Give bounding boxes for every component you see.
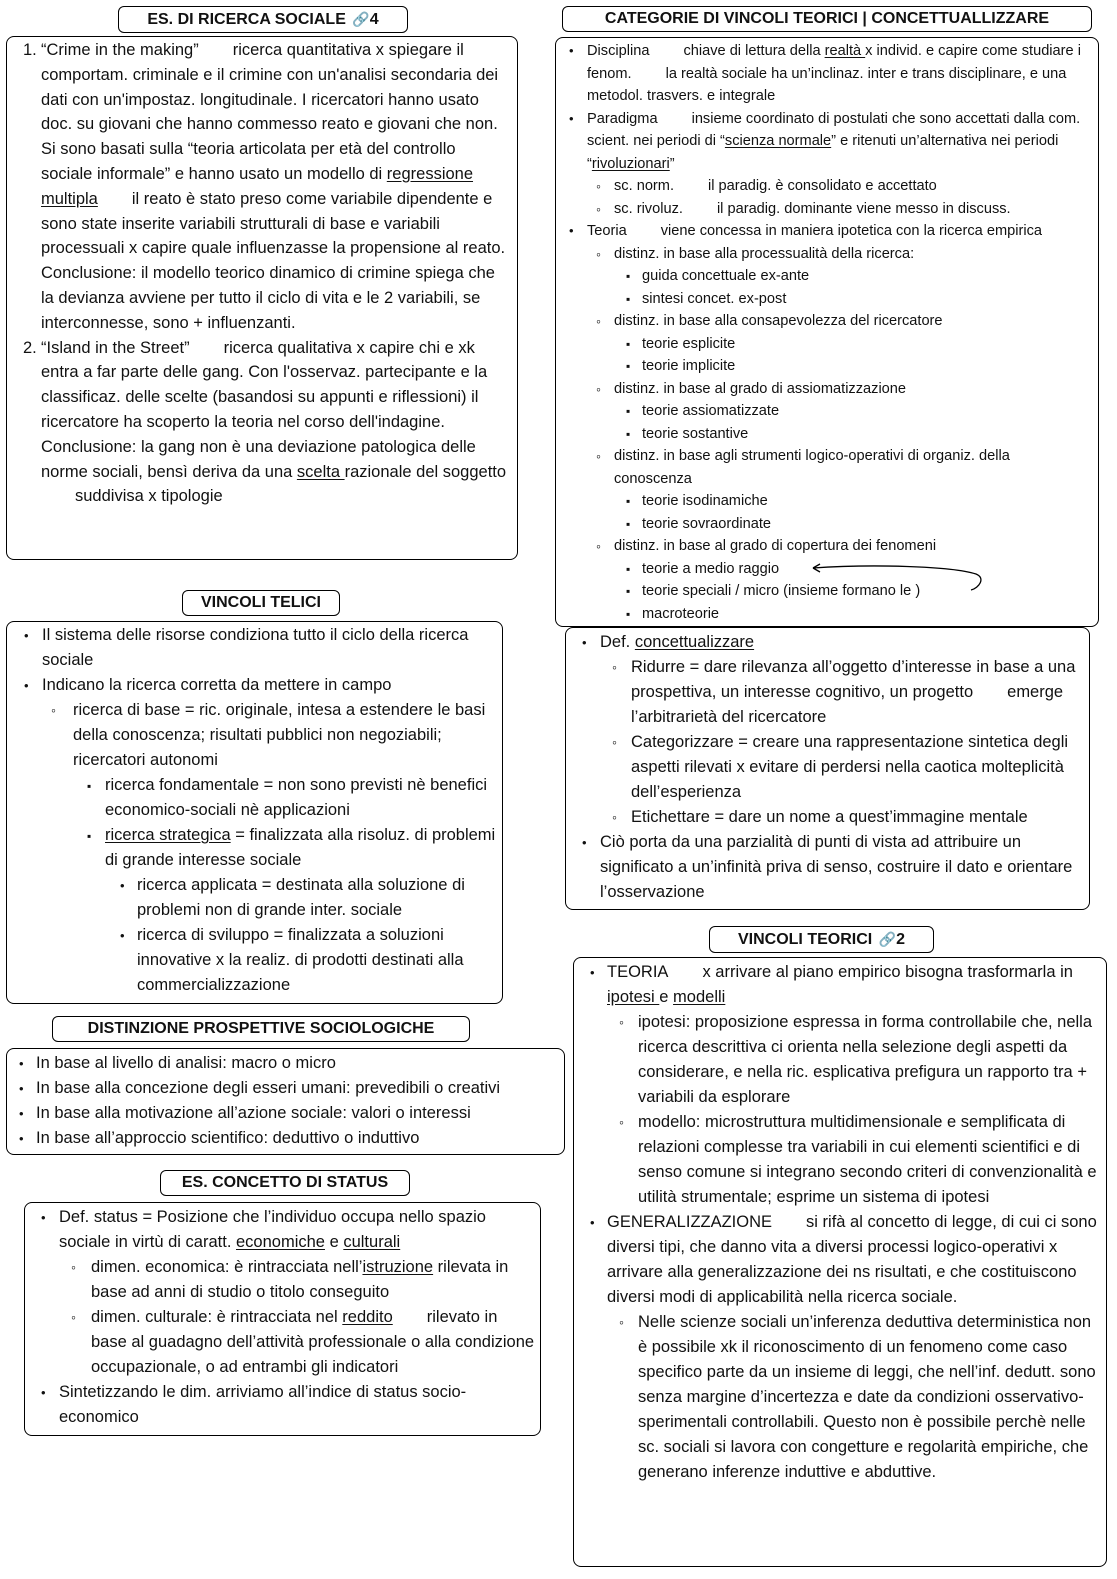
telici-box xyxy=(6,621,503,1004)
list-item: • In base alla concezione degli esseri umani: prevedibili o creativi xyxy=(7,1076,564,1101)
list-item: ◦ Ridurre = dare rilevanza all’oggetto d’interesse in base a una prospettiva, un interesse cognitivo, un progetto emerge l’arbitrarietà del ricercatore xyxy=(566,655,1083,730)
list-item: ◦ dimen. economica: è rintracciata nell’istruzione rilevata in base ad anni di studio o titolo conseguito xyxy=(25,1255,536,1305)
research-item-2: 2. “Island in the Street” ricerca qualitativa x capire chi e xk entra a far parte delle gang. Con l'osservaz. partecipante e la classificaz. delle scelte (basandosi su appunti e riflessioni) il ricercatore ha scoperto la teoria nel corso dell'indagine. Conclusione: la gang non è una deviazione patologica delle norme sociali, bensì deriva da una scelta razionale del soggettosuddivisa x tipologie xyxy=(23,338,507,506)
list-item: ◦ Categorizzare = creare una rappresentazione sintetica degli aspetti rilevati x evitare di perdersi nella caotica molteplicità dell’esperienza xyxy=(566,730,1083,805)
categorie-box xyxy=(555,37,1099,627)
list-item: • Disciplina chiave di lettura della realtà x individ. e capire come studiare i fenom. la realtà sociale ha un’inclinaz. inter e trans disciplinare, e una metodol. trasvers. e integrale xyxy=(556,40,1096,108)
list-item: • In base all’approccio scientifico: deduttivo o induttivo xyxy=(7,1126,564,1151)
list-item: ◦ distinz. in base al grado di assiomatizzazione xyxy=(556,378,1096,401)
list-item: • Def. status = Posizione che l’individuo occupa nello spazio sociale in virtù di caratt. economiche e culturali xyxy=(25,1205,536,1255)
arrow-annotation xyxy=(811,560,991,600)
list-item: ▪ teorie speciali / micro (insieme formano le ) xyxy=(556,580,1096,603)
list-item: ◦ Etichettare = dare un nome a quest’immagine mentale xyxy=(566,805,1083,830)
list-item: • In base al livello di analisi: macro o micro xyxy=(7,1051,564,1076)
list-item: • Teoria viene concessa in maniera ipotetica con la ricerca empirica xyxy=(556,220,1096,243)
research-item-1: 1. “Crime in the making” ricerca quantitativa x spiegare il comportam. criminale e il crimine con un'analisi secondaria dei dati con un'impostaz. longitudinale. I ricercatori hanno usato doc. su giovani che hanno commesso reato e giovani che non. Si sono basati sulla “teoria articolata per età del controllo sociale informale” e hanno usato un modello di regressione multipla il reato è stato preso come variabile dipendente e sono state inserite variabili strutturali di base e variabili processuali x capire quale influenzasse la propensione al reato. Conclusione: il modello teorico dinamico di crimine spiega che la devianza avviene per tutto il ciclo di vita e le 2 variabili, se interconnesse, sono + influenzanti. xyxy=(23,41,506,332)
status-box xyxy=(24,1202,541,1436)
ricerca-title: ES. DI RICERCA SOCIALE 🔗4 xyxy=(118,6,408,33)
list-item: ◦ distinz. in base alla consapevolezza del ricercatore xyxy=(556,310,1096,333)
telici-title: VINCOLI TELICI xyxy=(182,590,340,616)
status-title: ES. CONCETTO DI STATUS xyxy=(160,1170,410,1196)
link-icon: 🔗 xyxy=(352,11,370,27)
list-item: ◦ distinz. in base alla processualità della ricerca: xyxy=(556,243,1096,266)
list-item: ◦ dimen. culturale: è rintracciata nel reddito rilevato in base al guadagno dell’attività professionale o alla condizione occupazionale, o ad entrambi gli indicatori xyxy=(25,1305,536,1380)
list-item: ▪ guida concettuale ex-ante xyxy=(556,265,1096,288)
list-item: • GENERALIZZAZIONE si rifà al concetto di legge, di cui ci sono diversi tipi, che danno vita a diversi processi logico-operativi x arrivare alla generalizzazione dei ns risultati, e che costituiscono diversi modi di applicabilità nella ricerca sociale. xyxy=(574,1210,1102,1310)
list-item: ▪ sintesi concet. ex-post xyxy=(556,288,1096,311)
list-item: ▪ ricerca strategica = finalizzata alla risoluz. di problemi di grande interesse sociale xyxy=(7,823,498,873)
list-item: ▪ teorie assiomatizzate xyxy=(556,400,1096,423)
list-item: • ricerca applicata = destinata alla soluzione di problemi non di grande inter. sociale xyxy=(7,873,498,923)
list-item: • Paradigma insieme coordinato di postulati che sono accettati dalla com. scient. nei periodi di “scienza normale” e ritenuti un’alternativa nei periodi “rivoluzionari” xyxy=(556,108,1096,176)
list-item: ▪ teorie a medio raggio xyxy=(556,558,1096,581)
categorie-title: CATEGORIE DI VINCOLI TEORICI | CONCETTUALLIZZARE xyxy=(562,6,1092,32)
list-item: ◦ distinz. in base al grado di copertura dei fenomeni xyxy=(556,535,1096,558)
list-item: ▪ teorie sovraordinate xyxy=(556,513,1096,536)
list-item: • Il sistema delle risorse condiziona tutto il ciclo della ricerca sociale xyxy=(7,623,498,673)
list-item: • Ciò porta da una parzialità di punti di vista ad attribuire un significato a un’infinità priva di senso, costruire il dato e orientare l’osservazione xyxy=(566,830,1083,905)
list-item: • ricerca di sviluppo = finalizzata a soluzioni innovative x la realiz. di prodotti destinati alla commercializzazione xyxy=(7,923,498,998)
list-item: ◦ ricerca di base = ric. originale, intesa a estendere le basi della conoscenza; risultati pubblici non negoziabili; ricercatori autonomi xyxy=(7,698,498,773)
teorici-title: VINCOLI TEORICI 🔗2 xyxy=(709,926,934,953)
list-item: ◦ modello: microstruttura multidimensionale e semplificata di relazioni complesse tra variabili in cui elementi scientifici e di senso comune si integrano secondo criteri di convenzionalità e utilità strumentale; esprime un sistema di ipotesi xyxy=(574,1110,1102,1210)
list-item: ◦ sc. rivoluz. il paradig. dominante viene messo in discuss. xyxy=(556,198,1096,221)
prospettive-title: DISTINZIONE PROSPETTIVE SOCIOLOGICHE xyxy=(52,1016,470,1042)
concettualizzare-box xyxy=(565,627,1090,910)
list-item: • Indicano la ricerca corretta da mettere in campo xyxy=(7,673,498,698)
list-item: • Sintetizzando le dim. arriviamo all’indice di status socio-economico xyxy=(25,1380,536,1430)
ricerca-box xyxy=(6,36,518,560)
list-item: ◦ ipotesi: proposizione espressa in forma controllabile che, nella ricerca descrittiva ci orienta nella selezione degli aspetti da considerare, e nella ric. esplicativa prefigura un rapporto tra + variabili da esplorare xyxy=(574,1010,1102,1110)
list-item: ▪ teorie sostantive xyxy=(556,423,1096,446)
list-item: ▪ teorie implicite xyxy=(556,355,1096,378)
list-item: • Def. concettualizzare xyxy=(566,630,1083,655)
list-item: ▪ teorie esplicite xyxy=(556,333,1096,356)
list-item: ◦ sc. norm. il paradig. è consolidato e accettato xyxy=(556,175,1096,198)
teorici-box xyxy=(573,957,1107,1567)
prospettive-box xyxy=(6,1048,565,1155)
link-icon: 🔗 xyxy=(878,931,897,947)
list-item: ▪ macroteorie xyxy=(556,603,1096,626)
list-item: ◦ distinz. in base agli strumenti logico-operativi di organiz. della conoscenza xyxy=(556,445,1096,490)
list-item: • In base alla motivazione all’azione sociale: valori o interessi xyxy=(7,1101,564,1126)
arrow-line xyxy=(813,566,981,590)
list-item: ◦ Nelle scienze sociali un’inferenza deduttiva deterministica non è possibile xk il riconoscimento di un fenomeno come caso specifico parte da un insieme di leggi, che nell’inf. dedutt. sono senza margine d’incertezza e date da condizioni osservativo-sperimentali controllabili. Questo non è possibile perchè nelle sc. sociali si lavora con congetture e regolarità empiriche, che generano inferenze induttive e abduttive. xyxy=(574,1310,1102,1485)
list-item: ▪ ricerca fondamentale = non sono previsti nè benefici economico-sociali nè applicazioni xyxy=(7,773,498,823)
list-item: • TEORIA x arrivare al piano empirico bisogna trasformarla in ipotesi e modelli xyxy=(574,960,1102,1010)
list-item: ▪ teorie isodinamiche xyxy=(556,490,1096,513)
